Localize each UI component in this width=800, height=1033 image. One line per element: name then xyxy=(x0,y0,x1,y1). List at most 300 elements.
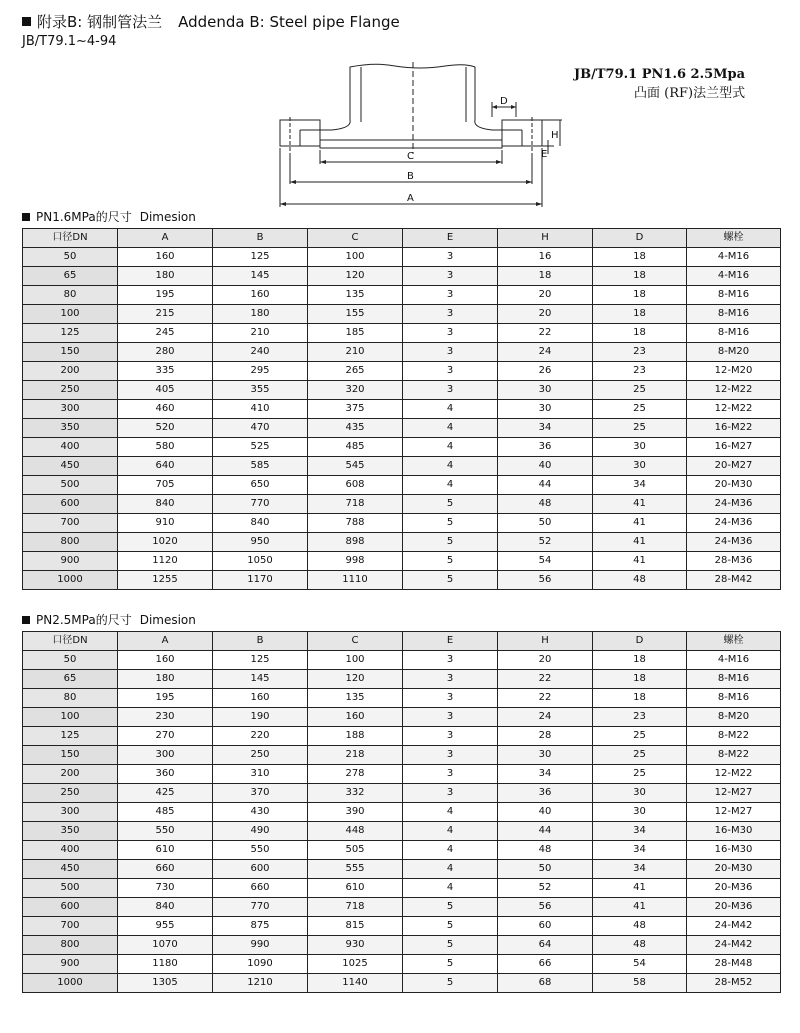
table-cell: 30 xyxy=(498,400,593,419)
table-cell: 25 xyxy=(593,400,687,419)
table-cell: 34 xyxy=(593,476,687,495)
table-cell: 788 xyxy=(308,514,403,533)
table-cell: 840 xyxy=(213,514,308,533)
table-cell: 16-M27 xyxy=(687,438,781,457)
table-cell: 41 xyxy=(593,879,687,898)
table-cell: 1140 xyxy=(308,974,403,993)
table-row xyxy=(23,514,781,533)
dn-cell: 200 xyxy=(23,362,118,381)
table-row xyxy=(23,879,781,898)
table-cell: 245 xyxy=(118,324,213,343)
dim-label-d: D xyxy=(500,96,508,107)
table-header-row xyxy=(23,229,781,248)
table-row xyxy=(23,381,781,400)
table-cell: 40 xyxy=(498,803,593,822)
table-cell: 12-M27 xyxy=(687,803,781,822)
table-cell: 185 xyxy=(308,324,403,343)
table-cell: 18 xyxy=(593,651,687,670)
table-cell: 16-M30 xyxy=(687,841,781,860)
table-cell: 5 xyxy=(403,917,498,936)
table-cell: 20 xyxy=(498,651,593,670)
dn-cell: 300 xyxy=(23,803,118,822)
table-cell: 18 xyxy=(593,305,687,324)
table-cell: 520 xyxy=(118,419,213,438)
column-header: B xyxy=(213,229,308,248)
table-cell: 1020 xyxy=(118,533,213,552)
table-cell: 875 xyxy=(213,917,308,936)
table-cell: 3 xyxy=(403,651,498,670)
table-cell: 20-M36 xyxy=(687,898,781,917)
dim-label-a: A xyxy=(407,193,414,204)
table-cell: 770 xyxy=(213,898,308,917)
table-cell: 360 xyxy=(118,765,213,784)
table-cell: 30 xyxy=(498,746,593,765)
table-cell: 390 xyxy=(308,803,403,822)
table-cell: 425 xyxy=(118,784,213,803)
dn-cell: 1000 xyxy=(23,974,118,993)
table-row xyxy=(23,286,781,305)
table-cell: 8-M16 xyxy=(687,670,781,689)
table-cell: 50 xyxy=(498,514,593,533)
table-cell: 160 xyxy=(118,248,213,267)
table-cell: 23 xyxy=(593,343,687,362)
table-row xyxy=(23,974,781,993)
table-cell: 145 xyxy=(213,670,308,689)
table-cell: 1110 xyxy=(308,571,403,590)
dn-cell: 150 xyxy=(23,343,118,362)
dn-cell: 600 xyxy=(23,898,118,917)
dim-label-c: C xyxy=(407,151,414,162)
table-cell: 410 xyxy=(213,400,308,419)
table-cell: 18 xyxy=(593,286,687,305)
table-cell: 840 xyxy=(118,495,213,514)
column-header: E xyxy=(403,632,498,651)
dn-cell: 100 xyxy=(23,305,118,324)
dim-label-e: E xyxy=(541,149,548,160)
table-cell: 3 xyxy=(403,727,498,746)
spec-line-1: JB/T79.1 PN1.6 2.5Mpa xyxy=(574,67,746,82)
column-header: C xyxy=(308,632,403,651)
table-cell: 718 xyxy=(308,898,403,917)
table-cell: 3 xyxy=(403,765,498,784)
table-cell: 44 xyxy=(498,476,593,495)
table-cell: 24-M42 xyxy=(687,936,781,955)
table-cell: 125 xyxy=(213,248,308,267)
table-cell: 1025 xyxy=(308,955,403,974)
table-cell: 608 xyxy=(308,476,403,495)
table-cell: 3 xyxy=(403,343,498,362)
table-cell: 12-M22 xyxy=(687,400,781,419)
table-cell: 3 xyxy=(403,784,498,803)
table-row xyxy=(23,955,781,974)
dn-cell: 400 xyxy=(23,438,118,457)
dn-cell: 600 xyxy=(23,495,118,514)
table-row xyxy=(23,860,781,879)
table-cell: 25 xyxy=(593,746,687,765)
table-cell: 1070 xyxy=(118,936,213,955)
table-cell: 3 xyxy=(403,381,498,400)
table-cell: 1180 xyxy=(118,955,213,974)
table-cell: 5 xyxy=(403,571,498,590)
table-cell: 135 xyxy=(308,689,403,708)
table-cell: 12-M20 xyxy=(687,362,781,381)
table-cell: 160 xyxy=(213,286,308,305)
table-cell: 160 xyxy=(308,708,403,727)
table-cell: 18 xyxy=(593,324,687,343)
table-cell: 815 xyxy=(308,917,403,936)
dn-cell: 125 xyxy=(23,727,118,746)
column-header: D xyxy=(593,229,687,248)
table-row xyxy=(23,803,781,822)
table-cell: 135 xyxy=(308,286,403,305)
column-header: B xyxy=(213,632,308,651)
table-cell: 12-M22 xyxy=(687,765,781,784)
table-cell: 335 xyxy=(118,362,213,381)
table-cell: 210 xyxy=(213,324,308,343)
table-cell: 545 xyxy=(308,457,403,476)
table-cell: 5 xyxy=(403,533,498,552)
table-cell: 60 xyxy=(498,917,593,936)
dn-cell: 125 xyxy=(23,324,118,343)
table-row xyxy=(23,343,781,362)
column-header: H xyxy=(498,229,593,248)
table-cell: 40 xyxy=(498,457,593,476)
table-cell: 295 xyxy=(213,362,308,381)
table-cell: 28-M48 xyxy=(687,955,781,974)
table-cell: 160 xyxy=(213,689,308,708)
table-cell: 250 xyxy=(213,746,308,765)
table-row xyxy=(23,457,781,476)
table-cell: 48 xyxy=(593,917,687,936)
table-cell: 3 xyxy=(403,746,498,765)
column-header: D xyxy=(593,632,687,651)
table-row xyxy=(23,419,781,438)
table-cell: 4 xyxy=(403,879,498,898)
table-cell: 100 xyxy=(308,248,403,267)
table-row xyxy=(23,533,781,552)
table-cell: 188 xyxy=(308,727,403,746)
dim-label-b: B xyxy=(407,171,414,182)
dn-cell: 350 xyxy=(23,822,118,841)
table-cell: 20 xyxy=(498,305,593,324)
table-cell: 18 xyxy=(593,248,687,267)
table-cell: 505 xyxy=(308,841,403,860)
dn-cell: 80 xyxy=(23,286,118,305)
table-cell: 640 xyxy=(118,457,213,476)
table-cell: 25 xyxy=(593,419,687,438)
pn16-dimension-table xyxy=(22,228,781,590)
table-cell: 950 xyxy=(213,533,308,552)
table-cell: 1050 xyxy=(213,552,308,571)
table-cell: 8-M16 xyxy=(687,324,781,343)
table-cell: 54 xyxy=(593,955,687,974)
dn-cell: 700 xyxy=(23,917,118,936)
dn-cell: 80 xyxy=(23,689,118,708)
table-cell: 580 xyxy=(118,438,213,457)
table-cell: 4 xyxy=(403,438,498,457)
table-cell: 180 xyxy=(213,305,308,324)
table-row xyxy=(23,746,781,765)
table-cell: 4 xyxy=(403,822,498,841)
table-cell: 20-M30 xyxy=(687,860,781,879)
table-cell: 30 xyxy=(593,784,687,803)
dn-cell: 300 xyxy=(23,400,118,419)
table-cell: 1090 xyxy=(213,955,308,974)
table-cell: 30 xyxy=(593,457,687,476)
table-cell: 435 xyxy=(308,419,403,438)
table-cell: 34 xyxy=(498,765,593,784)
column-header: 口径DN xyxy=(23,229,118,248)
table-cell: 20 xyxy=(498,286,593,305)
table-cell: 160 xyxy=(118,651,213,670)
table-cell: 68 xyxy=(498,974,593,993)
table-cell: 22 xyxy=(498,689,593,708)
dn-cell: 100 xyxy=(23,708,118,727)
column-header: E xyxy=(403,229,498,248)
table-cell: 3 xyxy=(403,689,498,708)
table-row xyxy=(23,727,781,746)
table-cell: 3 xyxy=(403,708,498,727)
table-cell: 220 xyxy=(213,727,308,746)
table-cell: 195 xyxy=(118,286,213,305)
table-cell: 270 xyxy=(118,727,213,746)
table-cell: 265 xyxy=(308,362,403,381)
table-cell: 120 xyxy=(308,670,403,689)
table-row xyxy=(23,898,781,917)
dn-cell: 450 xyxy=(23,457,118,476)
table-cell: 955 xyxy=(118,917,213,936)
table-cell: 460 xyxy=(118,400,213,419)
table-cell: 4-M16 xyxy=(687,267,781,286)
table-cell: 550 xyxy=(213,841,308,860)
table-cell: 320 xyxy=(308,381,403,400)
table-cell: 3 xyxy=(403,267,498,286)
table-cell: 36 xyxy=(498,784,593,803)
table-cell: 4-M16 xyxy=(687,651,781,670)
table-cell: 23 xyxy=(593,362,687,381)
table-row xyxy=(23,765,781,784)
table-cell: 4 xyxy=(403,860,498,879)
table-cell: 25 xyxy=(593,727,687,746)
table-cell: 28-M42 xyxy=(687,571,781,590)
table-cell: 370 xyxy=(213,784,308,803)
table-cell: 218 xyxy=(308,746,403,765)
dn-cell: 700 xyxy=(23,514,118,533)
table-cell: 278 xyxy=(308,765,403,784)
table-cell: 5 xyxy=(403,974,498,993)
table-cell: 610 xyxy=(118,841,213,860)
table-cell: 332 xyxy=(308,784,403,803)
table-cell: 36 xyxy=(498,438,593,457)
column-header: A xyxy=(118,229,213,248)
table-cell: 375 xyxy=(308,400,403,419)
table-cell: 280 xyxy=(118,343,213,362)
table-cell: 190 xyxy=(213,708,308,727)
table-cell: 28 xyxy=(498,727,593,746)
dn-cell: 500 xyxy=(23,476,118,495)
table-cell: 910 xyxy=(118,514,213,533)
table-cell: 3 xyxy=(403,324,498,343)
section-title-pn16 xyxy=(22,208,196,225)
table-cell: 660 xyxy=(213,879,308,898)
table-cell: 448 xyxy=(308,822,403,841)
table-cell: 155 xyxy=(308,305,403,324)
table-cell: 5 xyxy=(403,936,498,955)
table-cell: 50 xyxy=(498,860,593,879)
table-cell: 718 xyxy=(308,495,403,514)
table-cell: 34 xyxy=(593,841,687,860)
table-cell: 24-M36 xyxy=(687,514,781,533)
table-cell: 54 xyxy=(498,552,593,571)
table-cell: 44 xyxy=(498,822,593,841)
table-row xyxy=(23,324,781,343)
dn-cell: 200 xyxy=(23,765,118,784)
table-cell: 18 xyxy=(593,267,687,286)
table-cell: 52 xyxy=(498,879,593,898)
table-row xyxy=(23,841,781,860)
section-title-pn25 xyxy=(22,611,196,628)
table-cell: 230 xyxy=(118,708,213,727)
table-row xyxy=(23,438,781,457)
table-cell: 24-M36 xyxy=(687,533,781,552)
table-cell: 22 xyxy=(498,324,593,343)
dim-label-h: H xyxy=(551,130,559,141)
table-cell: 405 xyxy=(118,381,213,400)
table-cell: 215 xyxy=(118,305,213,324)
table-cell: 22 xyxy=(498,670,593,689)
table-cell: 1210 xyxy=(213,974,308,993)
table-row xyxy=(23,495,781,514)
table-row xyxy=(23,708,781,727)
table-cell: 34 xyxy=(593,860,687,879)
title-en: Addenda B: Steel pipe Flange xyxy=(178,13,400,31)
table-cell: 525 xyxy=(213,438,308,457)
dn-cell: 450 xyxy=(23,860,118,879)
table-cell: 41 xyxy=(593,898,687,917)
table-cell: 705 xyxy=(118,476,213,495)
spec-line-2: 凸面 (RF)法兰型式 xyxy=(633,86,746,101)
column-header: H xyxy=(498,632,593,651)
table-cell: 12-M22 xyxy=(687,381,781,400)
column-header: 螺栓 xyxy=(687,229,781,248)
document-title xyxy=(22,12,400,32)
table-cell: 650 xyxy=(213,476,308,495)
table-cell: 56 xyxy=(498,571,593,590)
table-cell: 24-M36 xyxy=(687,495,781,514)
dn-cell: 800 xyxy=(23,936,118,955)
table-cell: 470 xyxy=(213,419,308,438)
table-cell: 1255 xyxy=(118,571,213,590)
table-cell: 41 xyxy=(593,533,687,552)
table-cell: 3 xyxy=(403,670,498,689)
table-cell: 25 xyxy=(593,765,687,784)
table-cell: 180 xyxy=(118,267,213,286)
table-cell: 48 xyxy=(593,936,687,955)
standard-code: JB/T79.1~4-94 xyxy=(22,34,117,49)
table-cell: 26 xyxy=(498,362,593,381)
section-title-en: Dimesion xyxy=(139,210,196,224)
table-cell: 145 xyxy=(213,267,308,286)
table-cell: 30 xyxy=(498,381,593,400)
table-cell: 898 xyxy=(308,533,403,552)
table-row xyxy=(23,917,781,936)
table-row xyxy=(23,552,781,571)
table-cell: 3 xyxy=(403,248,498,267)
table-cell: 48 xyxy=(593,571,687,590)
dn-cell: 250 xyxy=(23,784,118,803)
table-cell: 5 xyxy=(403,898,498,917)
table-cell: 56 xyxy=(498,898,593,917)
table-cell: 660 xyxy=(118,860,213,879)
table-cell: 48 xyxy=(498,495,593,514)
table-cell: 8-M20 xyxy=(687,343,781,362)
table-row xyxy=(23,670,781,689)
table-cell: 66 xyxy=(498,955,593,974)
table-cell: 990 xyxy=(213,936,308,955)
document-header xyxy=(22,12,400,51)
table-cell: 18 xyxy=(498,267,593,286)
table-cell: 16-M30 xyxy=(687,822,781,841)
table-cell: 490 xyxy=(213,822,308,841)
table-cell: 20-M30 xyxy=(687,476,781,495)
table-cell: 5 xyxy=(403,955,498,974)
table-cell: 3 xyxy=(403,286,498,305)
dn-cell: 350 xyxy=(23,419,118,438)
table-cell: 1305 xyxy=(118,974,213,993)
dn-cell: 150 xyxy=(23,746,118,765)
table-cell: 5 xyxy=(403,552,498,571)
table-cell: 24 xyxy=(498,343,593,362)
dn-cell: 1000 xyxy=(23,571,118,590)
bullet-square-icon xyxy=(22,17,31,26)
table-cell: 100 xyxy=(308,651,403,670)
table-cell: 998 xyxy=(308,552,403,571)
table-cell: 64 xyxy=(498,936,593,955)
table-cell: 28-M52 xyxy=(687,974,781,993)
table-cell: 25 xyxy=(593,381,687,400)
table-cell: 3 xyxy=(403,305,498,324)
section-title-cn: PN2.5MPa的尺寸 xyxy=(36,613,132,627)
table-cell: 4 xyxy=(403,400,498,419)
table-cell: 840 xyxy=(118,898,213,917)
table-cell: 240 xyxy=(213,343,308,362)
table-cell: 58 xyxy=(593,974,687,993)
table-cell: 8-M16 xyxy=(687,689,781,708)
table-cell: 180 xyxy=(118,670,213,689)
table-cell: 24 xyxy=(498,708,593,727)
table-cell: 16 xyxy=(498,248,593,267)
table-row xyxy=(23,651,781,670)
table-cell: 30 xyxy=(593,803,687,822)
table-cell: 41 xyxy=(593,495,687,514)
dn-cell: 65 xyxy=(23,267,118,286)
table-row xyxy=(23,267,781,286)
table-cell: 1170 xyxy=(213,571,308,590)
dn-cell: 250 xyxy=(23,381,118,400)
dn-cell: 900 xyxy=(23,955,118,974)
table-row xyxy=(23,305,781,324)
table-row xyxy=(23,689,781,708)
dn-cell: 65 xyxy=(23,670,118,689)
dn-cell: 800 xyxy=(23,533,118,552)
table-cell: 8-M20 xyxy=(687,708,781,727)
table-row xyxy=(23,936,781,955)
table-cell: 355 xyxy=(213,381,308,400)
column-header: 螺栓 xyxy=(687,632,781,651)
table-cell: 4 xyxy=(403,457,498,476)
table-cell: 16-M22 xyxy=(687,419,781,438)
bullet-square-icon xyxy=(22,213,30,221)
